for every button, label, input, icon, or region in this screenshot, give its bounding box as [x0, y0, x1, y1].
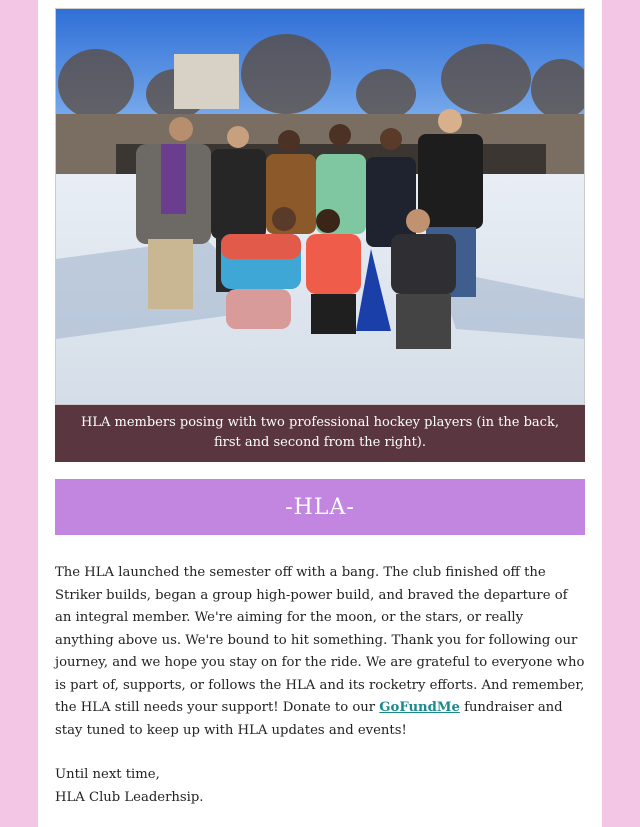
section-banner: -HLA-: [55, 479, 585, 535]
photo-block: [55, 8, 585, 462]
body-paragraph-text: The HLA launched the semester off with a bang. The club finished off the Striker builds, began a group high-power build, and braved the departure of an integral member. We're aiming for the moon, or the stars, or really anything above us. We're bound to hit something. Thank you for following our journey, and we hope you stay on for the ride. We are grateful to everyone who is part of, supports, or follows the HLA and its rocketry efforts. And remember, the HLA still needs your support! Donate to our: [55, 565, 585, 715]
newsletter-body: [55, 562, 585, 809]
group-photo-image: [56, 9, 585, 405]
newsletter-page: [38, 0, 602, 827]
body-paragraph-end: fundraiser and stay tuned to keep up with HLA updates and events!: [55, 700, 563, 738]
closing-line-1: Until next time,: [55, 767, 160, 782]
gofundme-link[interactable]: GoFundMe: [379, 700, 460, 715]
closing-line-2: HLA Club Leaderhsip.: [55, 789, 204, 805]
body-paragraph: [55, 562, 585, 742]
photo-caption: HLA members posing with two professional hockey players (in the back, first and second from the right).: [55, 405, 585, 462]
group-photo: [55, 8, 585, 405]
